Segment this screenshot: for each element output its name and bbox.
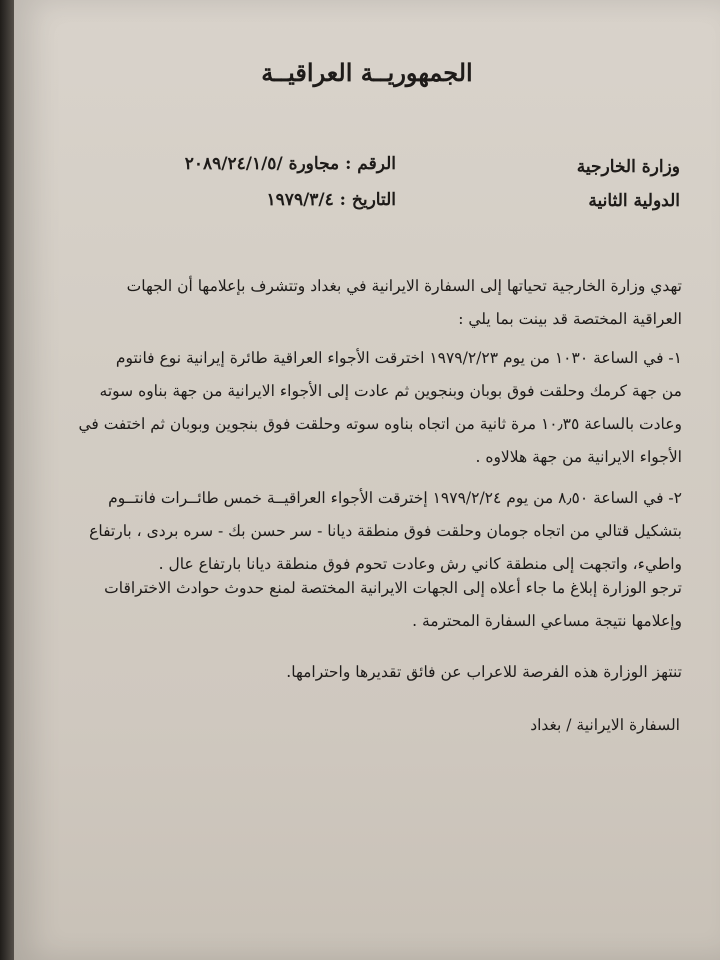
document-page	[14, 0, 720, 960]
item-2-line: ٢- في الساعة ٨٫٥٠ من يوم ١٩٧٩/٢/٢٤ إخترقت الأجواء العراقيــة خمس طائــرات فانتــوم	[108, 489, 682, 507]
reference-block	[36, 146, 396, 218]
request-line: وإعلامها نتيجة مساعي السفارة المحترمة .	[412, 612, 682, 630]
request-line: ترجو الوزارة إبلاغ ما جاء أعلاه إلى الجهات الايرانية المختصة لمنع حدوث حوادث الاختراقات	[104, 579, 682, 597]
intro-line: العراقية المختصة قد بينت بما يلي :	[458, 310, 682, 328]
reference-number: الرقم : مجاورة /٢٠٨٩/٢٤/١/٥	[184, 154, 396, 174]
addressee: السفارة الايرانية / بغداد	[530, 716, 680, 734]
sender-ministry: وزارة الخارجية	[576, 157, 680, 177]
sender-block	[460, 150, 680, 218]
item-1-line: الأجواء الايرانية من جهة هلالاوه .	[475, 448, 682, 466]
item-2-line: واطيء، واتجهت إلى منطقة كاني رش وعادت تحوم فوق منطقة ديانا بارتفاع عال .	[158, 555, 682, 573]
intro-paragraph	[42, 270, 682, 336]
book-spine	[0, 0, 14, 960]
item-1-line: وعادت بالساعة ١٠٫٣٥ مرة ثانية من اتجاه بناوه سوته وحلقت فوق بنجوين وبوبان ثم اختفت في	[78, 415, 682, 433]
request-paragraph	[42, 572, 682, 638]
closing-line: تنتهز الوزارة هذه الفرصة للاعراب عن فائق تقديرها واحترامها.	[286, 663, 682, 681]
sender-department: الدولية الثانية	[588, 191, 680, 211]
intro-line: تهدي وزارة الخارجية تحياتها إلى السفارة الايرانية في بغداد وتتشرف بإعلامها أن الجهات	[126, 277, 682, 295]
item-2-paragraph	[42, 482, 682, 581]
document-title: الجمهوريــة العراقيــة	[261, 58, 473, 87]
closing-paragraph	[42, 656, 682, 689]
reference-date: التاريخ : ١٩٧٩/٣/٤	[266, 190, 396, 210]
item-1-line: من جهة كرمك وحلقت فوق بوبان وبنجوين ثم عادت إلى الأجواء الايرانية من جهة بناوه سوته	[99, 382, 682, 400]
item-1-line: ١- في الساعة ١٠٣٠ من يوم ١٩٧٩/٢/٢٣ اخترقت الأجواء العراقية طائرة إيرانية نوع فانتوم	[115, 349, 682, 367]
item-1-paragraph	[42, 342, 682, 474]
item-2-line: بتشكيل قتالي من اتجاه جومان وحلقت فوق منطقة ديانا - سر حسن بك - سره بردى ، بارتفاع	[89, 522, 682, 540]
